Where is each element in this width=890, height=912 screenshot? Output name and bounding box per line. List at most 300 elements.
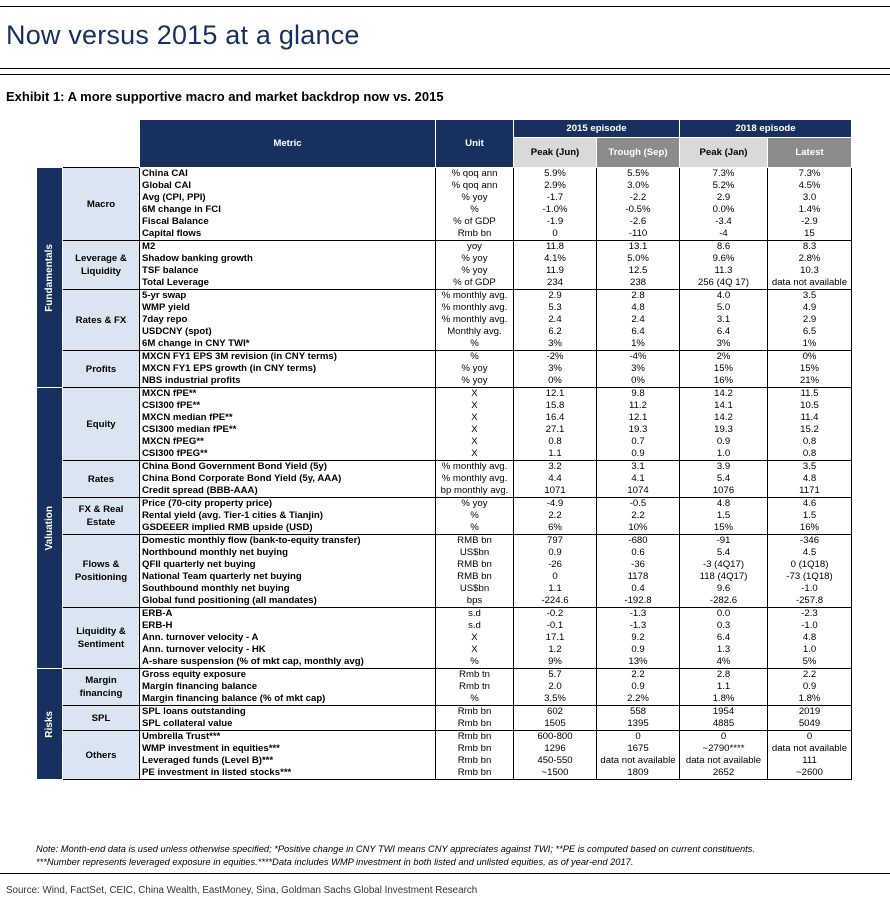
metric-cell: QFII quarterly net buying [140,559,436,571]
top-rule [0,6,890,7]
value-cell: 0.9 [597,644,680,656]
metric-cell: TSF balance [140,265,436,277]
unit-cell: s.d [436,608,514,621]
exhibit-title: Exhibit 1: A more supportive macro and market backdrop now vs. 2015 [6,89,444,104]
table-note [36,843,886,869]
value-cell: -1.7 [514,192,597,204]
value-cell: 4885 [680,718,768,731]
value-cell: -2% [514,351,597,364]
value-cell: 5.9% [514,168,597,181]
unit-cell: % [436,338,514,351]
value-cell: 1074 [597,485,680,498]
unit-cell: Rmb bn [436,731,514,744]
metric-cell: SPL collateral value [140,718,436,731]
metric-cell: WMP investment in equities*** [140,743,436,755]
metric-cell: ERB-H [140,620,436,632]
value-cell: 2.9% [514,180,597,192]
value-cell: 5.3 [514,302,597,314]
value-cell: 1171 [768,485,852,498]
value-cell: 0 [514,228,597,241]
value-cell: 8.3 [768,241,852,254]
table-row [37,743,852,755]
value-cell: -3 (4Q17) [680,559,768,571]
metric-cell: GSDEEER implied RMB upside (USD) [140,522,436,535]
value-cell: 0.4 [597,583,680,595]
value-cell: 2.0 [514,681,597,693]
value-cell: 2.8 [680,669,768,682]
value-cell: 12.1 [514,388,597,401]
value-cell: 2.8 [597,290,680,303]
unit-cell: % yoy [436,192,514,204]
value-cell: -346 [768,535,852,548]
value-cell: 6.2 [514,326,597,338]
table-row [37,412,852,424]
unit-cell: Monthly avg. [436,326,514,338]
value-cell: 21% [768,375,852,388]
value-cell: -4.9 [514,498,597,511]
col-peak-jun: Peak (Jun) [514,138,597,168]
table-row [37,547,852,559]
metric-cell: Shadow banking growth [140,253,436,265]
value-cell: 11.9 [514,265,597,277]
value-cell: ~2600 [768,767,852,780]
metric-cell: Capital flows [140,228,436,241]
value-cell: 0.9 [597,448,680,461]
value-cell: 17.1 [514,632,597,644]
col-trough-sep: Trough (Sep) [597,138,680,168]
table-row [37,571,852,583]
table-row [37,228,852,241]
table-row [37,338,852,351]
value-cell: 4.9 [768,302,852,314]
value-cell: 7.3% [680,168,768,181]
value-cell: -2.3 [768,608,852,621]
unit-cell: bp monthly avg. [436,485,514,498]
value-cell: 4.0 [680,290,768,303]
table-row [37,375,852,388]
value-cell: 2.9 [680,192,768,204]
value-cell: -91 [680,535,768,548]
metric-header: Metric [140,120,436,168]
title-rule-2 [0,74,890,75]
value-cell: 2.2 [597,510,680,522]
metric-cell: China Bond Government Bond Yield (5y) [140,461,436,474]
unit-cell: Rmb bn [436,706,514,719]
unit-cell: Rmb tn [436,681,514,693]
value-cell: 1954 [680,706,768,719]
value-cell: -1.9 [514,216,597,228]
value-cell: 4.5 [768,547,852,559]
value-cell: 9.6% [680,253,768,265]
value-cell: -1.0% [514,204,597,216]
table-row [37,510,852,522]
table-row [37,718,852,731]
table-row [37,656,852,669]
value-cell: 1.8% [768,693,852,706]
source-line: Source: Wind, FactSet, CEIC, China Wealth, EastMoney, Sina, Goldman Sachs Global Investment Research [6,885,478,896]
section-label: Others [63,731,140,780]
unit-cell: % yoy [436,363,514,375]
metric-cell: CSI300 fPE** [140,400,436,412]
value-cell: 118 (4Q17) [680,571,768,583]
table-row [37,216,852,228]
value-cell: 15% [680,363,768,375]
value-cell: -0.1 [514,620,597,632]
value-cell: 9% [514,656,597,669]
value-cell: 19.3 [597,424,680,436]
unit-cell: % qoq ann [436,168,514,181]
unit-cell: Rmb bn [436,228,514,241]
value-cell: 4.8 [768,632,852,644]
unit-cell: X [436,424,514,436]
metric-cell: PE investment in listed stocks*** [140,767,436,780]
table-row [37,253,852,265]
value-cell: 4.4 [514,473,597,485]
value-cell: -2.9 [768,216,852,228]
value-cell: 16% [680,375,768,388]
table-row [37,168,852,181]
unit-cell: % [436,510,514,522]
value-cell: 450-550 [514,755,597,767]
metric-cell: National Team quarterly net buying [140,571,436,583]
value-cell: 1.3 [680,644,768,656]
metric-cell: ERB-A [140,608,436,621]
section-label: Flows & Positioning [63,535,140,608]
section-label: Margin financing [63,669,140,706]
value-cell: 1.5 [768,510,852,522]
note-line-1: Note: Month-end data is used unless otherwise specified; *Positive change in CNY TWI means CNY appreciates against TWI; **PE is computed based on current constituents. [36,844,755,854]
unit-cell: % [436,656,514,669]
value-cell: 0.8 [514,436,597,448]
value-cell: 3.1 [680,314,768,326]
value-cell: 6.5 [768,326,852,338]
value-cell: 0% [768,351,852,364]
value-cell: 15% [768,363,852,375]
value-cell: 797 [514,535,597,548]
table-row [37,535,852,548]
value-cell: 2.8% [768,253,852,265]
value-cell: 11.3 [680,265,768,277]
table-row [37,192,852,204]
value-cell: 2.9 [768,314,852,326]
unit-cell: X [436,436,514,448]
section-label: Equity [63,388,140,461]
value-cell: 0.9 [514,547,597,559]
value-cell: -110 [597,228,680,241]
value-cell: 1.0 [768,644,852,656]
section-label: SPL [63,706,140,731]
value-cell: 3% [514,338,597,351]
value-cell: 9.2 [597,632,680,644]
unit-cell: X [436,448,514,461]
value-cell: -4 [680,228,768,241]
table-body [37,168,852,780]
metric-cell: MXCN fPE** [140,388,436,401]
table-row [37,302,852,314]
value-cell: 0.6 [597,547,680,559]
value-cell: 27.1 [514,424,597,436]
table-row [37,632,852,644]
value-cell: 1076 [680,485,768,498]
unit-cell: % [436,351,514,364]
unit-cell: yoy [436,241,514,254]
table-row [37,669,852,682]
value-cell: -257.8 [768,595,852,608]
metric-cell: SPL loans outstanding [140,706,436,719]
value-cell: 0% [597,375,680,388]
category-label [37,168,63,388]
value-cell: 13.1 [597,241,680,254]
unit-cell: % yoy [436,498,514,511]
unit-cell: US$bn [436,583,514,595]
value-cell: 1.0 [680,448,768,461]
value-cell: 15.8 [514,400,597,412]
metric-cell: MXCN median fPE** [140,412,436,424]
metric-cell: Domestic monthly flow (bank-to-equity transfer) [140,535,436,548]
table-row [37,644,852,656]
unit-cell: % monthly avg. [436,302,514,314]
value-cell: 3.5% [514,693,597,706]
table-row [37,400,852,412]
value-cell: -0.5% [597,204,680,216]
value-cell: 3% [597,363,680,375]
value-cell: ~2790**** [680,743,768,755]
metric-cell: A-share suspension (% of mkt cap, monthly avg) [140,656,436,669]
title-rule [0,68,890,69]
value-cell: 1395 [597,718,680,731]
value-cell: 2019 [768,706,852,719]
unit-cell: % yoy [436,253,514,265]
value-cell: 5.0% [597,253,680,265]
value-cell: 14.2 [680,412,768,424]
unit-cell: RMB bn [436,535,514,548]
data-table-container [36,119,852,780]
value-cell: 2.2 [514,510,597,522]
metric-cell: 7day repo [140,314,436,326]
unit-cell: % [436,522,514,535]
unit-cell: Rmb tn [436,669,514,682]
value-cell: 11.4 [768,412,852,424]
value-cell: -36 [597,559,680,571]
metric-cell: Ann. turnover velocity - HK [140,644,436,656]
section-label: Profits [63,351,140,388]
metric-cell: Gross equity exposure [140,669,436,682]
episode-2018-header: 2018 episode [680,120,852,138]
metric-cell: MXCN FY1 EPS 3M revision (in CNY terms) [140,351,436,364]
unit-cell: Rmb bn [436,743,514,755]
table-row [37,265,852,277]
value-cell: 0.9 [597,681,680,693]
value-cell: 15.2 [768,424,852,436]
value-cell: 1.4% [768,204,852,216]
section-label: Rates & FX [63,290,140,351]
unit-cell: % monthly avg. [436,290,514,303]
metric-cell: 6M change in CNY TWI* [140,338,436,351]
value-cell: 3% [680,338,768,351]
unit-cell: % monthly avg. [436,314,514,326]
value-cell: 1.1 [680,681,768,693]
value-cell: -1.0 [768,620,852,632]
value-cell: -224.6 [514,595,597,608]
value-cell: 0 [768,731,852,744]
value-cell: 14.2 [680,388,768,401]
value-cell: 4.1% [514,253,597,265]
section-label: Macro [63,168,140,241]
value-cell: -0.5 [597,498,680,511]
metric-cell: Leveraged funds (Level B)*** [140,755,436,767]
value-cell: data not available [768,277,852,290]
table-row [37,620,852,632]
value-cell: 0 (1Q18) [768,559,852,571]
value-cell: 1.8% [680,693,768,706]
value-cell: 1.2 [514,644,597,656]
unit-cell: % monthly avg. [436,473,514,485]
metric-cell: China Bond Corporate Bond Yield (5y, AAA) [140,473,436,485]
value-cell: -1.3 [597,608,680,621]
table-row [37,522,852,535]
value-cell: 11.5 [768,388,852,401]
value-cell: 13% [597,656,680,669]
value-cell: 1% [768,338,852,351]
value-cell: 2.4 [597,314,680,326]
unit-cell: RMB bn [436,571,514,583]
value-cell: 4.5% [768,180,852,192]
value-cell: -1.0 [768,583,852,595]
value-cell: -2.6 [597,216,680,228]
table-row [37,693,852,706]
value-cell: -4% [597,351,680,364]
table-row [37,755,852,767]
value-cell: 0.8 [768,436,852,448]
unit-cell: % [436,204,514,216]
value-cell: 10.5 [768,400,852,412]
value-cell: 12.5 [597,265,680,277]
metric-cell: Avg (CPI, PPI) [140,192,436,204]
col-peak-jan: Peak (Jan) [680,138,768,168]
value-cell: 0.0% [680,204,768,216]
value-cell: 6.4 [597,326,680,338]
value-cell: 5% [768,656,852,669]
value-cell: 0.3 [680,620,768,632]
value-cell: 1675 [597,743,680,755]
metric-cell: MXCN fPEG** [140,436,436,448]
unit-cell: Rmb bn [436,755,514,767]
unit-cell: % of GDP [436,277,514,290]
table-row [37,731,852,744]
metric-cell: Margin financing balance [140,681,436,693]
table-row [37,363,852,375]
metric-cell: Global fund positioning (all mandates) [140,595,436,608]
table-row [37,326,852,338]
unit-cell: bps [436,595,514,608]
value-cell: 5.2% [680,180,768,192]
value-cell: -73 (1Q18) [768,571,852,583]
value-cell: 6% [514,522,597,535]
value-cell: 3% [514,363,597,375]
table-row [37,424,852,436]
value-cell: 4.8 [680,498,768,511]
value-cell: 238 [597,277,680,290]
value-cell: 1071 [514,485,597,498]
table-row [37,608,852,621]
value-cell: 1.1 [514,583,597,595]
category-label [37,669,63,780]
metric-cell: MXCN FY1 EPS growth (in CNY terms) [140,363,436,375]
table-row [37,595,852,608]
value-cell: 3.5 [768,290,852,303]
unit-cell: X [436,388,514,401]
col-latest: Latest [768,138,852,168]
table-row [37,314,852,326]
metric-cell: Umbrella Trust*** [140,731,436,744]
category-label-text: Valuation [43,505,55,551]
table-row [37,241,852,254]
table-row [37,681,852,693]
table-row [37,498,852,511]
value-cell: 11.8 [514,241,597,254]
category-label [37,388,63,669]
value-cell: -1.3 [597,620,680,632]
value-cell: 600-800 [514,731,597,744]
value-cell: 3.0% [597,180,680,192]
unit-cell: X [436,632,514,644]
value-cell: 0.8 [768,448,852,461]
metric-cell: USDCNY (spot) [140,326,436,338]
value-cell: 9.8 [597,388,680,401]
value-cell: 14.1 [680,400,768,412]
table-row [37,277,852,290]
unit-header: Unit [436,120,514,168]
note-line-2: ***Number represents leveraged exposure in equities.****Data includes WMP investment in both listed and unlisted equities, as of year-end 2017. [36,857,634,867]
value-cell: ~1500 [514,767,597,780]
value-cell: 5049 [768,718,852,731]
value-cell: 5.4 [680,547,768,559]
table-row [37,485,852,498]
section-label: FX & Real Estate [63,498,140,535]
metric-cell: Rental yield (avg. Tier-1 cities & Tianjin) [140,510,436,522]
value-cell: 15% [680,522,768,535]
value-cell: -0.2 [514,608,597,621]
table-row [37,180,852,192]
unit-cell: % monthly avg. [436,461,514,474]
value-cell: 4% [680,656,768,669]
value-cell: 8.6 [680,241,768,254]
value-cell: 0 [680,731,768,744]
value-cell: -192.8 [597,595,680,608]
value-cell: 1.1 [514,448,597,461]
value-cell: 1.5 [680,510,768,522]
table-row [37,706,852,719]
comparison-table [36,119,852,780]
metric-cell: CSI300 median fPE** [140,424,436,436]
value-cell: 6.4 [680,632,768,644]
value-cell: 3.9 [680,461,768,474]
table-row [37,388,852,401]
episode-2015-header: 2015 episode [514,120,680,138]
category-label-text: Fundamentals [43,243,55,312]
value-cell: 3.1 [597,461,680,474]
metric-cell: WMP yield [140,302,436,314]
value-cell: 0.9 [680,436,768,448]
value-cell: 2.9 [514,290,597,303]
table-row [37,351,852,364]
value-cell: 10% [597,522,680,535]
value-cell: 602 [514,706,597,719]
table-row [37,461,852,474]
value-cell: 4.6 [768,498,852,511]
value-cell: 4.8 [768,473,852,485]
value-cell: 2.2 [597,669,680,682]
